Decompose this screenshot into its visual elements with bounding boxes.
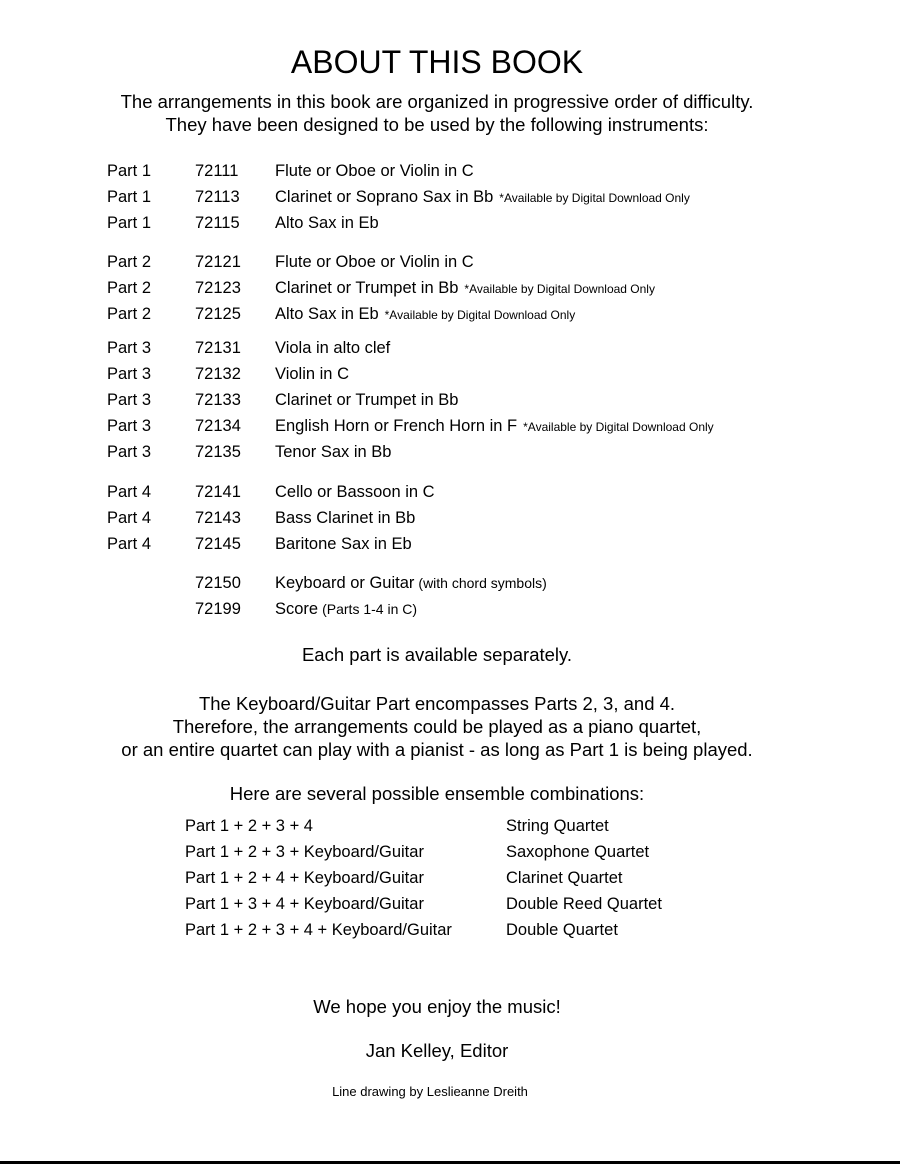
instrument-name: Baritone Sax in Eb (275, 535, 412, 553)
part-row (0, 159, 900, 183)
instrument-cell (275, 571, 547, 595)
combos-heading: Here are several possible ensemble combinations: (229, 783, 645, 804)
part-number: Part 3 (107, 417, 152, 435)
catalog-number: 72123 (195, 279, 241, 297)
intro-paragraph (0, 90, 874, 136)
instrument-name: Alto Sax in Eb (275, 305, 379, 323)
instrument-cell (275, 185, 690, 210)
page-title: ABOUT THIS BOOK (290, 44, 584, 80)
availability-note: *Available by Digital Download Only (499, 191, 690, 205)
combo-parts: Part 1 + 2 + 3 + 4 + Keyboard/Guitar (185, 921, 452, 939)
part-row (0, 276, 900, 300)
part-number: Part 3 (107, 365, 152, 383)
part-row (0, 414, 900, 438)
part-row (0, 362, 900, 386)
catalog-number: 72133 (195, 391, 241, 409)
part-row (0, 185, 900, 209)
part-row (0, 388, 900, 412)
instrument-cell (275, 276, 655, 301)
instrument-cell (275, 336, 390, 360)
part-row (0, 506, 900, 530)
catalog-number: 72113 (195, 188, 240, 206)
instrument-cell (275, 159, 474, 183)
combo-ensemble: Double Quartet (506, 921, 618, 939)
part-number: Part 4 (107, 535, 152, 553)
combo-ensemble: String Quartet (506, 817, 609, 835)
part-row (0, 302, 900, 326)
separately-note: Each part is available separately. (301, 644, 573, 665)
catalog-number: 72132 (195, 365, 241, 383)
catalog-number: 72115 (195, 214, 240, 232)
part-number: Part 1 (107, 162, 152, 180)
combo-ensemble: Saxophone Quartet (506, 843, 650, 861)
combo-row (0, 839, 900, 865)
instrument-cell (275, 532, 412, 556)
editor-signature: Jan Kelley, Editor (365, 1040, 509, 1061)
combo-parts: Part 1 + 2 + 3 + 4 (185, 817, 313, 835)
catalog-number: 72111 (195, 162, 239, 180)
part-row (0, 440, 900, 464)
part-row (0, 336, 900, 360)
instrument-name: Clarinet or Trumpet in Bb (275, 391, 459, 409)
combo-ensemble: Clarinet Quartet (506, 869, 623, 887)
instrument-name: English Horn or French Horn in F (275, 417, 518, 435)
instrument-detail: (Parts 1-4 in C) (322, 601, 418, 617)
catalog-number: 72143 (195, 509, 241, 527)
instrument-cell (275, 414, 714, 439)
instrument-name: Flute or Oboe or Violin in C (275, 253, 474, 271)
catalog-number: 72199 (195, 600, 241, 618)
part-row (0, 250, 900, 274)
part-number: Part 3 (107, 339, 152, 357)
keyboard-line: The Keyboard/Guitar Part encompasses Parts 2, 3, and 4. (198, 693, 676, 714)
instrument-cell (275, 597, 417, 621)
instrument-name: Violin in C (275, 365, 349, 383)
combo-row (0, 813, 900, 839)
catalog-number: 72135 (195, 443, 241, 461)
instrument-name: Score (275, 600, 319, 618)
catalog-number: 72145 (195, 535, 241, 553)
closing-message: We hope you enjoy the music! (313, 996, 561, 1017)
instrument-name: Flute or Oboe or Violin in C (275, 162, 474, 180)
part-number: Part 2 (107, 305, 152, 323)
catalog-number: 72121 (195, 253, 241, 271)
intro-line: The arrangements in this book are organized in progressive order of difficulty. (120, 91, 754, 112)
availability-note: *Available by Digital Download Only (464, 282, 655, 296)
catalog-number: 72150 (195, 574, 241, 592)
part-row (0, 480, 900, 504)
catalog-number: 72125 (195, 305, 241, 323)
instrument-name: Tenor Sax in Bb (275, 443, 392, 461)
instrument-name: Keyboard or Guitar (275, 574, 415, 592)
part-row (0, 597, 900, 621)
combo-parts: Part 1 + 2 + 4 + Keyboard/Guitar (185, 869, 424, 887)
catalog-number: 72134 (195, 417, 241, 435)
illustration-credit: Line drawing by Leslieanne Dreith (332, 1084, 528, 1099)
instrument-detail: (with chord symbols) (418, 575, 547, 591)
instrument-cell (275, 362, 349, 386)
instrument-cell (275, 480, 435, 504)
keyboard-line: Therefore, the arrangements could be played as a piano quartet, (172, 716, 702, 737)
combo-parts: Part 1 + 2 + 3 + Keyboard/Guitar (185, 843, 424, 861)
combo-row (0, 917, 900, 943)
instrument-cell (275, 211, 379, 235)
instrument-name: Bass Clarinet in Bb (275, 509, 416, 527)
combo-ensemble: Double Reed Quartet (506, 895, 662, 913)
catalog-number: 72131 (195, 339, 241, 357)
part-number: Part 3 (107, 391, 152, 409)
part-number: Part 4 (107, 483, 152, 501)
part-number: Part 1 (107, 188, 152, 206)
instrument-cell (275, 388, 458, 412)
keyboard-line: or an entire quartet can play with a pianist - as long as Part 1 is being played. (121, 739, 753, 760)
part-row (0, 571, 900, 595)
part-number: Part 3 (107, 443, 152, 461)
catalog-number: 72141 (195, 483, 241, 501)
availability-note: *Available by Digital Download Only (384, 308, 576, 322)
intro-line: They have been designed to be used by the following instruments: (165, 114, 709, 135)
part-number: Part 4 (107, 509, 152, 527)
part-row (0, 211, 900, 235)
instrument-name: Viola in alto clef (275, 339, 391, 357)
part-number: Part 2 (107, 279, 152, 297)
part-number: Part 1 (107, 214, 152, 232)
part-row (0, 532, 900, 556)
part-number: Part 2 (107, 253, 152, 271)
instrument-name: Alto Sax in Eb (275, 214, 379, 232)
instrument-cell (275, 250, 474, 274)
instrument-cell (275, 440, 391, 464)
instrument-name: Clarinet or Trumpet in Bb (275, 279, 459, 297)
combo-row (0, 891, 900, 917)
instrument-name: Clarinet or Soprano Sax in Bb (275, 188, 494, 206)
instrument-cell (275, 302, 575, 327)
combo-row (0, 865, 900, 891)
combo-parts: Part 1 + 3 + 4 + Keyboard/Guitar (185, 895, 424, 913)
availability-note: *Available by Digital Download Only (523, 420, 714, 434)
instrument-name: Cello or Bassoon in C (275, 483, 435, 501)
instrument-cell (275, 506, 415, 530)
